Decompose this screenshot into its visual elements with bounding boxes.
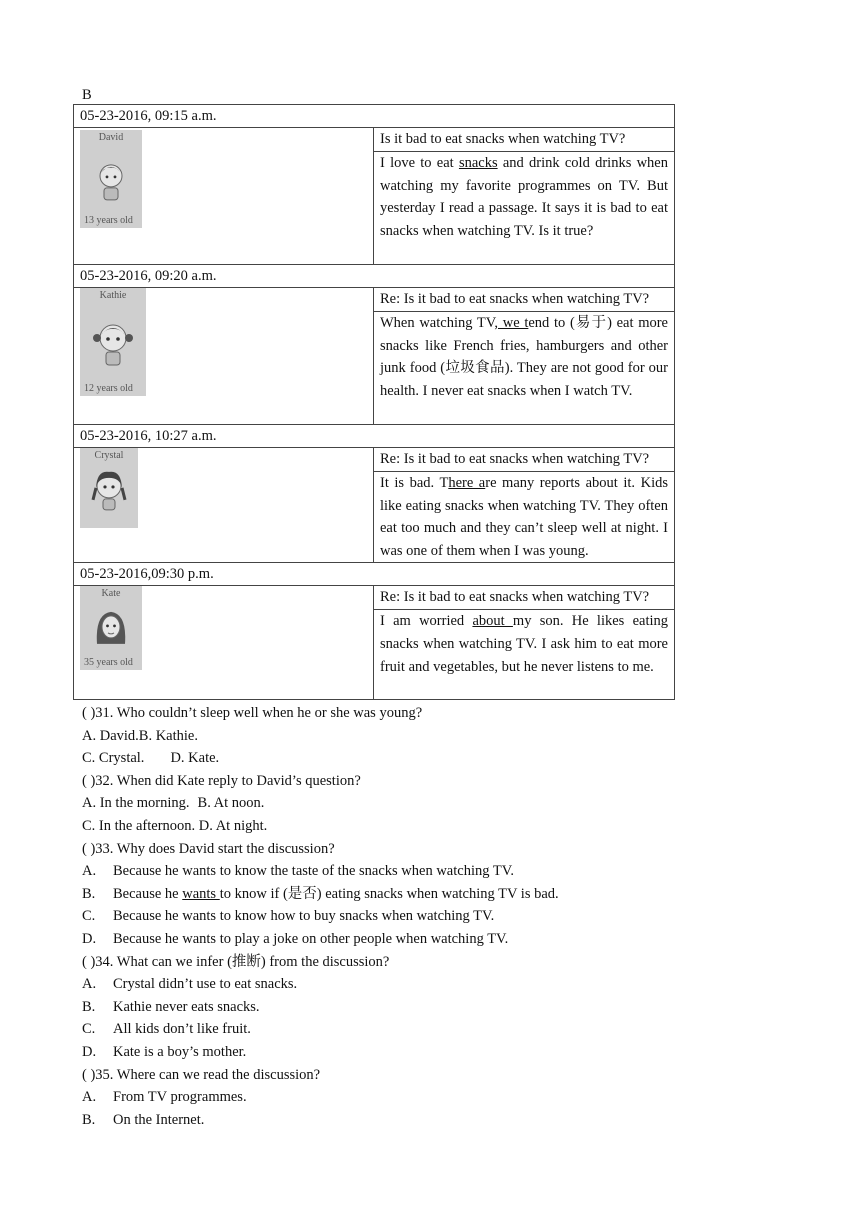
post-timestamp: 05-23-2016,09:30 p.m. xyxy=(74,563,675,586)
question-option: C. Because he wants to know how to buy snacks when watching TV. xyxy=(82,908,495,925)
question-option: D. Kate is a boy’s mother. xyxy=(82,1043,247,1060)
avatar-name: Kathie xyxy=(99,290,127,301)
avatar xyxy=(80,586,142,670)
question-stem: ( )33. Why does David start the discussion? xyxy=(82,840,335,857)
post-subject: Re: Is it bad to eat snacks when watching TV? xyxy=(374,586,675,610)
post-avatar-cell xyxy=(74,128,374,265)
post-timestamp: 05-23-2016, 09:15 a.m. xyxy=(74,105,675,128)
post-body: I love to eat snacks and drink cold drinks when watching my favorite programmes on TV. But yesterday I read a passage. It says it is bad to eat snacks when watching TV. Is it true? xyxy=(374,152,675,265)
question-stem: ( )31. Who couldn’t sleep well when he or she was young? xyxy=(82,705,423,721)
avatar-name: Kate xyxy=(101,588,121,600)
question-option: D. Because he wants to play a joke on other people when watching TV. xyxy=(82,930,509,947)
question-option: A. From TV programmes. xyxy=(82,1089,247,1106)
question-option: C. All kids don’t like fruit. xyxy=(82,1021,251,1038)
question-stem: ( )32. When did Kate reply to David’s question? xyxy=(82,772,361,789)
forum-discussion-table xyxy=(73,104,675,700)
question-options: A. David.B. Kathie. xyxy=(82,727,198,744)
question-option: A. Crystal didn’t use to eat snacks. xyxy=(82,976,298,993)
post-body: I am worried about my son. He likes eating snacks when watching TV. I ask him to eat more fruit and vegetables, but he never listens to me. xyxy=(374,610,675,700)
post-subject: Re: Is it bad to eat snacks when watching TV? xyxy=(374,288,675,312)
post-avatar-cell xyxy=(74,586,374,700)
question-stem: ( )35. Where can we read the discussion? xyxy=(82,1066,321,1083)
girl-avatar-icon xyxy=(90,318,136,368)
avatar-age: 35 years old xyxy=(84,657,133,669)
question-options: A. In the morning. B. At noon. xyxy=(82,795,265,812)
avatar xyxy=(80,130,142,228)
section-label: B xyxy=(82,87,92,103)
question-options: C. In the afternoon. D. At night. xyxy=(82,817,268,834)
post-subject: Is it bad to eat snacks when watching TV? xyxy=(374,128,675,152)
question-options: C. Crystal. D. Kate. xyxy=(82,750,220,767)
post-avatar-cell xyxy=(74,448,374,563)
post-avatar-cell xyxy=(74,288,374,425)
boy-avatar-icon xyxy=(91,158,131,202)
avatar-age: 12 years old xyxy=(84,383,133,394)
question-option: B. On the Internet. xyxy=(82,1111,205,1128)
questions-section xyxy=(82,702,722,1131)
avatar xyxy=(80,448,138,528)
girl-avatar-icon xyxy=(87,466,131,512)
avatar-age: 13 years old xyxy=(84,215,133,226)
question-option: B. Kathie never eats snacks. xyxy=(82,998,260,1015)
avatar xyxy=(80,288,146,396)
post-subject: Re: Is it bad to eat snacks when watching TV? xyxy=(374,448,675,472)
post-body: When watching TV, we tend to (易于) eat more snacks like French fries, hamburgers and other junk food (垃圾食品). They are not good for our health. I never eat snacks when I watch TV. xyxy=(374,312,675,425)
question-stem: ( )34. What can we infer (推断) from the discussion? xyxy=(82,953,390,970)
post-timestamp: 05-23-2016, 10:27 a.m. xyxy=(74,425,675,448)
post-body: It is bad. There are many reports about it. Kids like eating snacks when watching TV. They often eat too much and they can’t sleep well at night. I was one of them when I was young. xyxy=(374,472,675,563)
avatar-name: Crystal xyxy=(94,450,124,461)
woman-avatar-icon xyxy=(89,606,133,652)
question-option: B. Because he wants to know if (是否) eating snacks when watching TV is bad. xyxy=(82,885,559,902)
avatar-name: David xyxy=(98,132,124,143)
question-option: A. Because he wants to know the taste of the snacks when watching TV. xyxy=(82,863,514,880)
post-timestamp: 05-23-2016, 09:20 a.m. xyxy=(74,265,675,288)
